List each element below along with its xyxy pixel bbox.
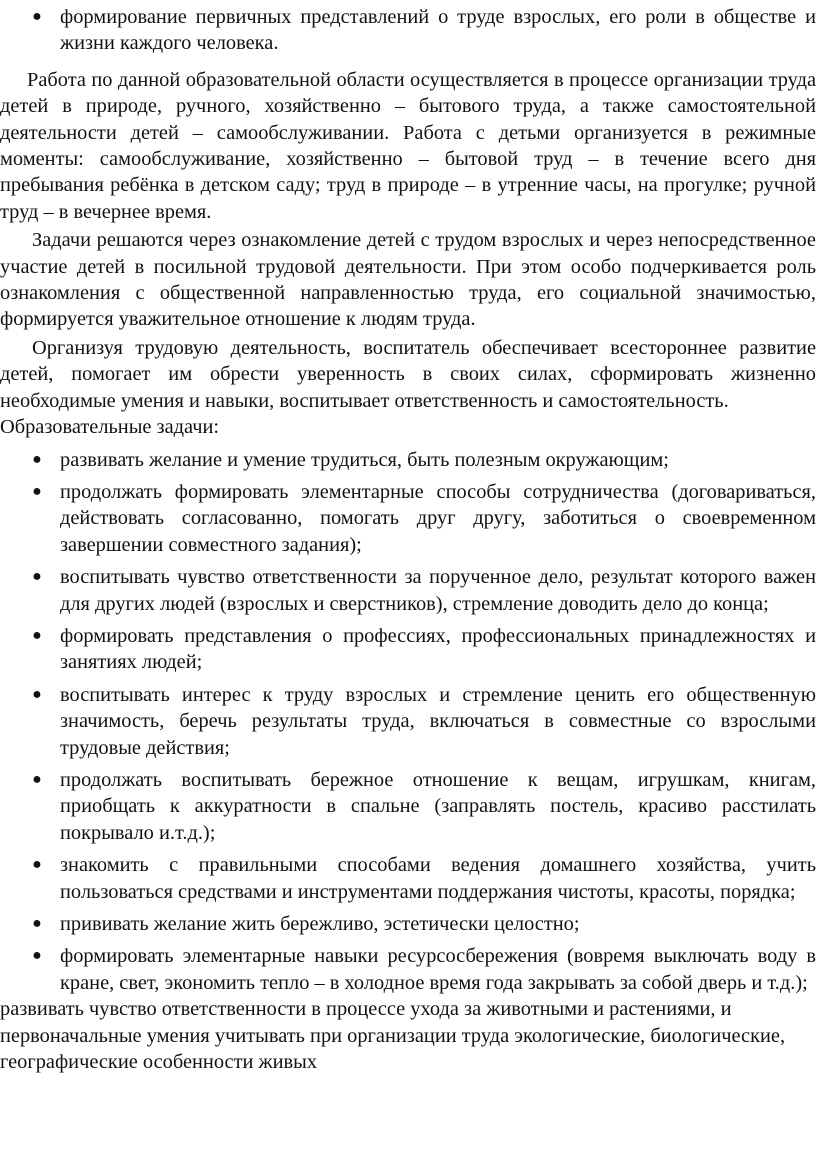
list-item-text: продолжать воспитывать бережное отношение к вещам, игрушкам, книгам, приобщать к аккуратности в спальне (заправлять постель, красиво расстилать покрывало и.т.д.); bbox=[60, 768, 816, 844]
list-item bbox=[0, 447, 816, 473]
list-item bbox=[0, 852, 816, 905]
list-item bbox=[0, 4, 816, 57]
bullet-icon: ● bbox=[32, 482, 42, 500]
tasks-bullet-list bbox=[0, 447, 816, 997]
list-item bbox=[0, 943, 816, 996]
tasks-heading: Образовательные задачи: bbox=[0, 416, 220, 439]
paragraph-teacher-role: Организуя трудовую деятельность, воспитатель обеспечивает всестороннее развитие детей, помогает им обрести уверенность в своих силах, сформировать жизненно необходимые умения и навыки, воспитывает ответственность и самостоятельность. bbox=[0, 336, 816, 412]
list-item-text: формировать представления о профессиях, профессиональных принадлежностях и занятиях людей; bbox=[60, 624, 816, 674]
list-item bbox=[0, 623, 816, 676]
list-item-text: прививать желание жить бережливо, эстетически целостно; bbox=[60, 913, 580, 935]
bullet-icon: ● bbox=[32, 915, 42, 932]
list-item bbox=[0, 767, 816, 846]
bullet-icon: ● bbox=[32, 947, 42, 965]
bullet-icon: ● bbox=[32, 856, 42, 874]
list-item-text: воспитывать чувство ответственности за порученное дело, результат которого важен для других людей (взрослых и сверстников), стремление доводить дело до конца; bbox=[60, 566, 816, 615]
list-item-text: воспитывать интерес к труду взрослых и стремление ценить его общественную значимость, беречь результаты труда, включаться в совместные со взрослыми трудовые действия; bbox=[60, 683, 816, 759]
bullet-icon: ● bbox=[32, 568, 42, 586]
bullet-icon: ● bbox=[32, 626, 42, 644]
list-item-text: знакомить с правильными способами ведения домашнего хозяйства, учить пользоваться средствами и инструментами поддержания чистоты, красоты, порядка; bbox=[60, 854, 816, 903]
list-item-text: формирование первичных представлений о труде взрослых, его роли в обществе и жизни каждого человека. bbox=[60, 6, 816, 55]
intro-bullet-list bbox=[0, 4, 816, 57]
bullet-icon: ● bbox=[32, 770, 42, 788]
list-item-text: продолжать формировать элементарные способы сотрудничества (договариваться, действовать согласованно, помогать друг другу, заботиться о своевременном завершении совместного задания); bbox=[60, 480, 816, 556]
bullet-icon: ● bbox=[32, 450, 42, 468]
closing-paragraph: развивать чувство ответственности в процессе ухода за животными и растениями, и первоначальные умения учитывать при организации труда экологические, биологические, географические особенности живых bbox=[0, 998, 786, 1074]
list-item bbox=[0, 911, 816, 937]
list-item bbox=[0, 564, 816, 617]
list-item bbox=[0, 479, 816, 558]
list-item bbox=[0, 682, 816, 761]
paragraph-tasks-solved: Задачи решаются через ознакомление детей с трудом взрослых и через непосредственное участие детей в посильной трудовой деятельности. При этом особо подчеркивается роль ознакомления с общественной направленностью труда, его социальной значимостью, формируется уважительное отношение к людям труда. bbox=[0, 229, 816, 331]
list-item-text: развивать желание и умение трудиться, быть полезным окружающим; bbox=[60, 448, 669, 471]
paragraph-organization: Работа по данной образовательной области осуществляется в процессе организации труда детей в природе, ручного, хозяйственно – бытового труда, а также самостоятельной деятельности детей – самообслуживании. Работа с детьми организуется в режимные моменты: самообслуживание, хозяйственно – бытовой труд – в течение всего дня пребывания ребёнка в детском саду; труд в природе – в утренние часы, на прогулке; ручной труд – в вечернее время. bbox=[0, 68, 816, 223]
list-item-text: формировать элементарные навыки ресурсосбережения (вовремя выключать воду в кране, свет, экономить тепло – в холодное время года закрывать за собой дверь и т.д.); bbox=[60, 945, 816, 994]
bullet-icon: ● bbox=[32, 685, 42, 703]
bullet-icon: ● bbox=[32, 8, 42, 25]
